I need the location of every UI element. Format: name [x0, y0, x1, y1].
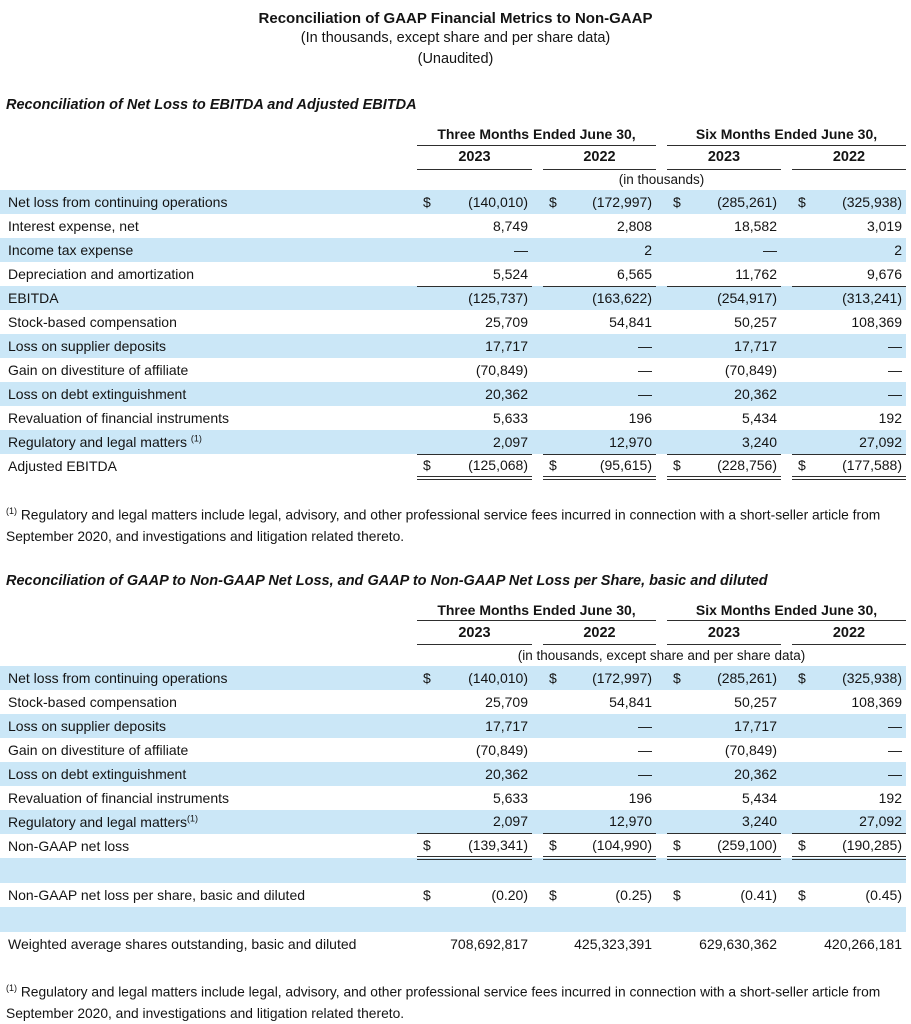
col-group-three-months: Three Months Ended June 30, — [417, 124, 656, 145]
value-cell: (163,622) — [543, 286, 656, 310]
value-cell: $ (325,938) — [792, 666, 906, 690]
year-header: 2022 — [543, 145, 656, 169]
value-cell: — — [543, 714, 656, 738]
value-cell: 20,362 — [417, 762, 532, 786]
value-cell: (70,849) — [724, 362, 777, 378]
footnote-2: $^{(1)}$ Regulatory and legal matters include legal, advisory, and other professional service fees incurred in connection with a short-seller article from September 2020, and investigations and litigation related thereto. — [6, 982, 881, 1021]
col-group-three-months: Three Months Ended June 30, — [417, 600, 656, 621]
row-label: Non-GAAP net loss — [8, 837, 130, 854]
table-row — [0, 810, 906, 834]
units-note: (in thousands) — [618, 172, 705, 188]
table-row — [0, 190, 906, 214]
table-row — [0, 214, 906, 238]
value-cell: 192 — [878, 410, 902, 426]
value-cell: 196 — [628, 410, 652, 426]
table-row — [0, 714, 906, 738]
value-cell: 25,709 — [485, 314, 528, 330]
row-label: Loss on debt extinguishment — [0, 382, 417, 406]
table-row — [0, 238, 906, 262]
row-label: Revaluation of financial instruments — [8, 410, 230, 426]
page-subtitle-unaudited: (Unaudited) — [417, 51, 494, 67]
row-label: Loss on supplier deposits — [0, 714, 417, 738]
column-group-header-row — [0, 124, 906, 145]
year-header-row — [0, 145, 906, 169]
value-cell: 20,362 — [667, 762, 781, 786]
row-label: Stock-based compensation — [8, 693, 177, 710]
table-row — [0, 262, 906, 286]
value-cell: 2,097 — [417, 810, 532, 834]
value-cell: 5,633 — [492, 789, 528, 806]
value-cell: (125,737) — [417, 286, 532, 310]
table-row — [0, 932, 906, 956]
value-cell: 9,676 — [792, 262, 906, 286]
value-cell: 17,717 — [667, 714, 781, 738]
value-cell: 5,434 — [741, 410, 777, 426]
value-cell: — — [667, 238, 781, 262]
value-cell: (70,849) — [475, 362, 528, 378]
col-group-six-months: Six Months Ended June 30, — [667, 124, 906, 145]
year-header-row — [0, 621, 906, 645]
value-cell: $ (140,010) — [417, 666, 532, 690]
table-row — [0, 286, 906, 310]
value-cell: 54,841 — [609, 693, 652, 710]
value-cell: 196 — [628, 789, 652, 806]
table-row — [0, 454, 906, 478]
value-cell: 2,808 — [616, 218, 652, 234]
value-cell: $ (172,997) — [543, 190, 656, 214]
value-cell: $ (259,100) — [667, 834, 781, 858]
value-cell: — — [638, 362, 652, 378]
value-cell: 27,092 — [792, 430, 906, 454]
value-cell: (313,241) — [792, 286, 906, 310]
value-cell: 25,709 — [485, 693, 528, 710]
value-cell: 12,970 — [543, 430, 656, 454]
col-group-six-months: Six Months Ended June 30, — [667, 600, 906, 621]
spacer-row — [0, 858, 906, 883]
table-row — [0, 358, 906, 382]
value-cell: $ (125,068) — [417, 454, 532, 478]
value-cell: 2,097 — [417, 430, 532, 454]
value-cell: 8,749 — [492, 218, 528, 234]
table-row — [0, 762, 906, 786]
value-cell: (254,917) — [667, 286, 781, 310]
table-row — [0, 786, 906, 810]
table-row — [0, 690, 906, 714]
row-label: Income tax expense — [0, 238, 417, 262]
value-cell: 5,524 — [417, 262, 532, 286]
value-cell: (70,849) — [724, 741, 777, 758]
value-cell: 108,369 — [851, 314, 902, 330]
value-cell: $ (0.25) — [549, 886, 652, 903]
value-cell: — — [792, 762, 906, 786]
table-row — [0, 334, 906, 358]
value-cell: $ (325,938) — [792, 190, 906, 214]
value-cell: 50,257 — [734, 693, 777, 710]
section2-heading: Reconciliation of GAAP to Non-GAAP Net Loss, and GAAP to Non-GAAP Net Loss per Share, basic and diluted — [6, 572, 768, 589]
value-cell: 425,323,391 — [574, 935, 652, 952]
value-cell: $ (139,341) — [417, 834, 532, 858]
value-cell: 54,841 — [609, 314, 652, 330]
value-cell: — — [792, 382, 906, 406]
year-header: 2022 — [543, 621, 656, 645]
table-row — [0, 666, 906, 690]
units-note-row — [0, 645, 906, 666]
value-cell: $ (140,010) — [417, 190, 532, 214]
row-label: Loss on supplier deposits — [0, 334, 417, 358]
table-row — [0, 738, 906, 762]
row-label: Loss on debt extinguishment — [0, 762, 417, 786]
value-cell: $ (228,756) — [667, 454, 781, 478]
row-label: Regulatory and legal matters $^{(1)}$ — [0, 430, 417, 454]
footnote-marker: (1) — [6, 982, 17, 993]
value-cell: 3,240 — [667, 810, 781, 834]
row-label: EBITDA — [0, 286, 417, 310]
page-subtitle-units: (In thousands, except share and per share data) — [300, 30, 611, 46]
value-cell: — — [417, 238, 532, 262]
value-cell: 2 — [792, 238, 906, 262]
ebitda-reconciliation-table — [0, 124, 906, 480]
value-cell: — — [888, 741, 902, 758]
footnote-1: $^{(1)}$ Regulatory and legal matters include legal, advisory, and other professional service fees incurred in connection with a short-seller article from September 2020, and investigations and litigation related thereto. — [6, 506, 881, 545]
value-cell: — — [543, 382, 656, 406]
year-header: 2023 — [667, 145, 781, 169]
value-cell: — — [638, 741, 652, 758]
row-label: Gain on divestiture of affiliate — [8, 362, 189, 378]
value-cell: 5,434 — [741, 789, 777, 806]
value-cell: — — [543, 334, 656, 358]
value-cell: 18,582 — [734, 218, 777, 234]
value-cell: $ (172,997) — [543, 666, 656, 690]
value-cell: 3,019 — [866, 218, 902, 234]
value-cell: 27,092 — [792, 810, 906, 834]
value-cell: — — [888, 362, 902, 378]
value-cell: 11,762 — [667, 262, 781, 286]
value-cell: $ (285,261) — [667, 666, 781, 690]
table-row — [0, 430, 906, 454]
footnote-marker: (1) — [6, 506, 17, 516]
value-cell: 50,257 — [734, 314, 777, 330]
table-row — [0, 382, 906, 406]
value-cell: 20,362 — [417, 382, 532, 406]
column-group-header-row — [0, 600, 906, 621]
row-label: Gain on divestiture of affiliate — [8, 741, 189, 758]
row-label: Non-GAAP net loss per share, basic and diluted — [8, 886, 306, 903]
value-cell: — — [543, 762, 656, 786]
value-cell: $ (0.45) — [798, 886, 902, 903]
value-cell: $ (285,261) — [667, 190, 781, 214]
table-row — [0, 883, 906, 907]
spacer-row — [0, 907, 906, 932]
row-label: Revaluation of financial instruments — [8, 789, 230, 806]
row-label: Net loss from continuing operations — [0, 190, 417, 214]
value-cell: $ (104,990) — [543, 834, 656, 858]
value-cell: $ (0.41) — [673, 886, 777, 903]
value-cell: 17,717 — [667, 334, 781, 358]
value-cell: 192 — [878, 789, 902, 806]
value-cell: $ (0.20) — [423, 886, 528, 903]
value-cell: 420,266,181 — [824, 935, 902, 952]
value-cell: 17,717 — [417, 334, 532, 358]
value-cell: 629,630,362 — [699, 935, 777, 952]
table-row — [0, 310, 906, 334]
row-label: Regulatory and legal matters$^{(1)}$ — [0, 810, 417, 834]
value-cell: 3,240 — [667, 430, 781, 454]
value-cell: 17,717 — [417, 714, 532, 738]
year-header: 2023 — [417, 621, 532, 645]
value-cell: (70,849) — [475, 741, 528, 758]
row-label: Adjusted EBITDA — [8, 458, 117, 474]
units-note: (in thousands, except share and per share data) — [517, 647, 806, 663]
year-header: 2022 — [792, 145, 906, 169]
section1-heading: Reconciliation of Net Loss to EBITDA and Adjusted EBITDA — [6, 97, 417, 113]
value-cell: $ (177,588) — [792, 454, 906, 478]
value-cell: 6,565 — [543, 262, 656, 286]
value-cell: 2 — [543, 238, 656, 262]
value-cell: 708,692,817 — [450, 935, 528, 952]
value-cell: — — [792, 714, 906, 738]
value-cell: 108,369 — [851, 693, 902, 710]
row-label: Interest expense, net — [8, 218, 139, 234]
value-cell: $ (190,285) — [792, 834, 906, 858]
page-title: Reconciliation of GAAP Financial Metrics to Non-GAAP — [258, 10, 653, 27]
net-loss-reconciliation-table — [0, 600, 906, 956]
row-label: Stock-based compensation — [8, 314, 177, 330]
value-cell: — — [792, 334, 906, 358]
row-label: Weighted average shares outstanding, basic and diluted — [8, 935, 357, 952]
value-cell: 20,362 — [667, 382, 781, 406]
row-label: Net loss from continuing operations — [0, 666, 417, 690]
year-header: 2023 — [667, 621, 781, 645]
year-header: 2023 — [417, 145, 532, 169]
row-label: Depreciation and amortization — [8, 266, 194, 282]
value-cell: 12,970 — [543, 810, 656, 834]
value-cell: 5,633 — [492, 410, 528, 426]
table-row — [0, 406, 906, 430]
year-header: 2022 — [792, 621, 906, 645]
value-cell: $ (95,615) — [543, 454, 656, 478]
units-note-row — [0, 169, 906, 190]
table-row — [0, 834, 906, 858]
